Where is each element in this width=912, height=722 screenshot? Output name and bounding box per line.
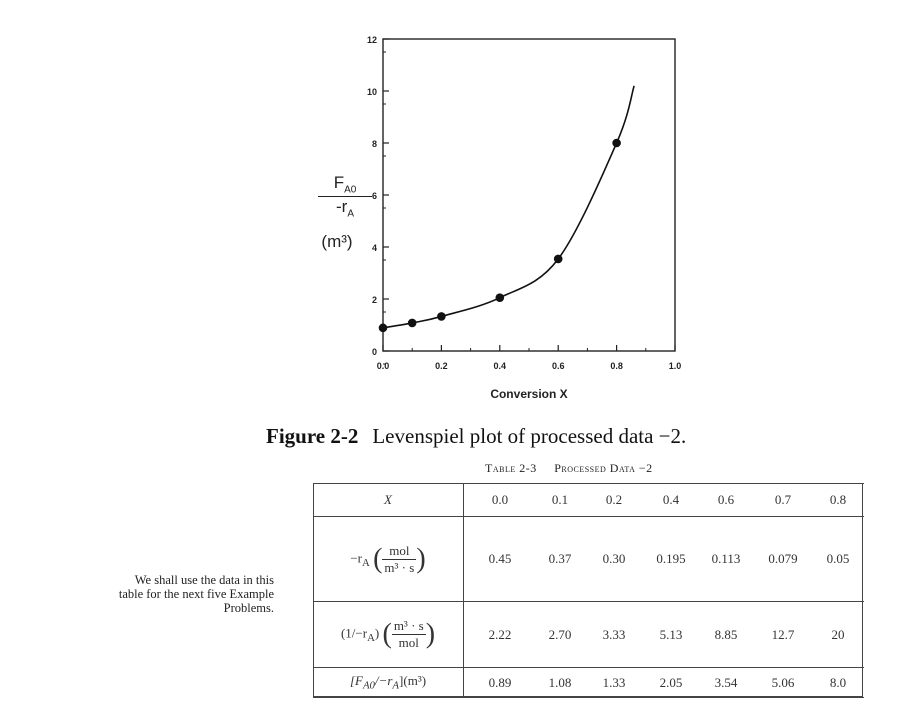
y-label-top: F <box>333 173 345 192</box>
x-tick-label: 0.2 <box>435 361 448 371</box>
side-note: We shall use the data in this table for the next five Example Problems. <box>118 573 274 615</box>
data-point <box>554 255 563 264</box>
y-label-bottom: -r <box>336 197 348 217</box>
table-row-levenspiel <box>313 668 864 698</box>
table-cell: 0.2 <box>584 484 644 517</box>
table-cell: 0.0 <box>464 484 537 517</box>
table-cell: 0.4 <box>644 484 698 517</box>
table-cell: 5.06 <box>754 668 812 698</box>
table-header-x: X <box>313 484 464 517</box>
y-tick-label: 2 <box>371 295 377 305</box>
levenspiel-plot <box>310 30 690 410</box>
table-cell: 0.30 <box>584 517 644 602</box>
table-number: Table 2-3 <box>485 461 537 475</box>
table-cell: 0.89 <box>464 668 537 698</box>
y-tick-label: 12 <box>366 35 377 45</box>
table-row-x <box>313 484 864 517</box>
y-axis-unit: (m³) <box>321 232 353 251</box>
table-cell: 0.45 <box>464 517 537 602</box>
table-cell: 8.0 <box>812 668 864 698</box>
x-tick-label: 0.0 <box>376 361 390 371</box>
y-tick-label: 6 <box>371 191 377 201</box>
x-tick-label: 1.0 <box>668 361 682 371</box>
table-cell: 1.08 <box>536 668 584 698</box>
table-title <box>485 461 653 476</box>
x-tick-label: 0.4 <box>493 361 507 371</box>
data-point <box>437 312 446 321</box>
table-cell: 0.05 <box>812 517 864 602</box>
table-cell: 8.85 <box>698 602 754 668</box>
table-cell: 3.33 <box>584 602 644 668</box>
table-row-rate <box>313 517 864 602</box>
table-cell: 0.7 <box>754 484 812 517</box>
table-cell: 2.05 <box>644 668 698 698</box>
x-tick-label: 0.8 <box>610 361 623 371</box>
table-label-rate: $-r_A$ ( $\frac{\text{mol}}{\text{m³ · s}}$ ) <box>313 517 464 602</box>
table-row-inverse-rate <box>313 602 864 668</box>
x-tick-label: 0.6 <box>551 361 565 371</box>
plot-frame <box>383 39 675 351</box>
data-point <box>612 139 621 148</box>
x-axis-label: Conversion X <box>490 387 568 401</box>
fit-curve <box>383 86 634 328</box>
table-cell: 20 <box>812 602 864 668</box>
y-label-top-sub: A0 <box>344 184 357 196</box>
table-cell: 0.195 <box>644 517 698 602</box>
table-cell: 0.079 <box>754 517 812 602</box>
table-cell: 3.54 <box>698 668 754 698</box>
y-axis-label <box>318 173 372 220</box>
table-cell: 0.8 <box>812 484 864 517</box>
table-cell: 2.22 <box>464 602 537 668</box>
table-cell: 0.6 <box>698 484 754 517</box>
data-point <box>496 293 505 302</box>
table-cell: 0.1 <box>536 484 584 517</box>
table-cell: 5.13 <box>644 602 698 668</box>
table-cell: 1.33 <box>584 668 644 698</box>
table-title-text: Processed Data −2 <box>554 461 653 475</box>
table-cell: 0.113 <box>698 517 754 602</box>
figure-caption-text: Levenspiel plot of processed data −2. <box>372 424 687 448</box>
data-point <box>379 324 388 333</box>
figure-caption <box>266 424 686 449</box>
table-label-levenspiel: $[F_{A0}/-r_A](m^3)$ <box>313 668 464 698</box>
y-tick-label: 8 <box>371 139 377 149</box>
y-tick-label: 4 <box>371 243 377 253</box>
table-label-inverse-rate: $(1/-r_A)$ ( $\frac{\text{m³ · s}}{\text{mol}}$ ) <box>313 602 464 668</box>
table-cell: 2.70 <box>536 602 584 668</box>
data-point <box>408 319 417 328</box>
y-label-bottom-sub: A <box>347 208 354 220</box>
y-tick-label: 0 <box>371 347 377 357</box>
table-cell: 0.37 <box>536 517 584 602</box>
processed-data-table <box>313 483 864 698</box>
table-cell: 12.7 <box>754 602 812 668</box>
y-tick-label: 10 <box>366 87 377 97</box>
figure-number: Figure 2-2 <box>266 424 359 448</box>
